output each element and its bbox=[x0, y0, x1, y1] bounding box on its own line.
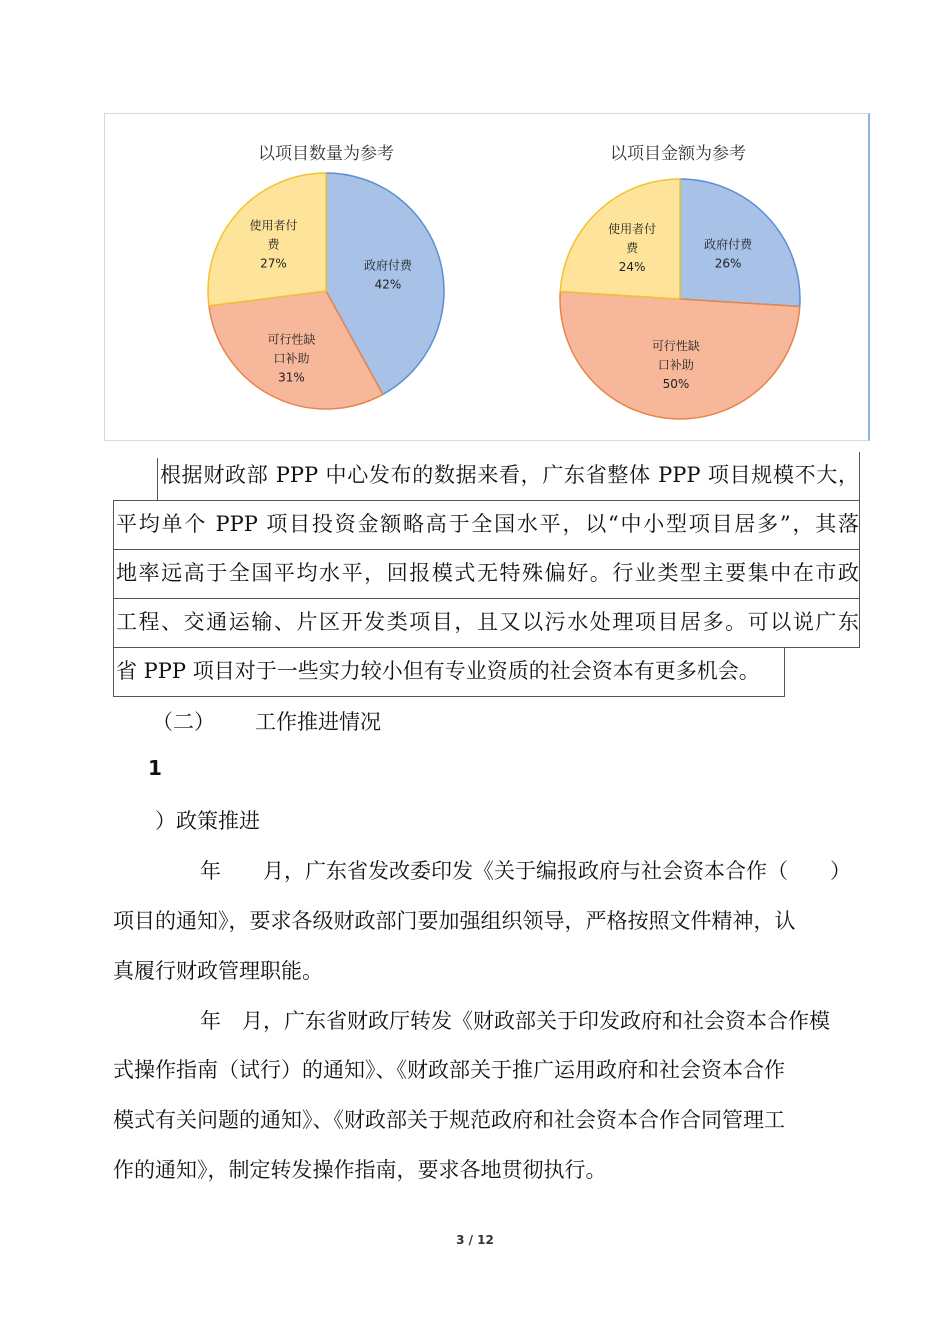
pie-slice bbox=[560, 179, 680, 299]
pie-slice-label: 使用者付 bbox=[249, 218, 298, 233]
pie-slice-percent: 42% bbox=[374, 277, 402, 292]
pie-slice-label: 可行性缺 bbox=[267, 332, 316, 347]
section-number: （二） bbox=[152, 710, 215, 734]
policy-2-line: 作的通知》，制定转发操作指南，要求各地贯彻执行。 bbox=[113, 1158, 607, 1182]
section-title: 工作推进情况 bbox=[255, 710, 381, 734]
sub-number: 1 bbox=[148, 756, 162, 780]
pie-slice-label: 政府付费 bbox=[704, 237, 753, 252]
pie-slice-percent: 50% bbox=[662, 376, 690, 391]
pie-slice-label: 政府付费 bbox=[363, 258, 413, 273]
pie-slice-percent: 26% bbox=[714, 256, 742, 271]
pie-amount bbox=[560, 179, 800, 419]
paragraph-line: 平均单个 PPP 项目投资金额略高于全国水平，以“中小型项目居多”，其落 bbox=[113, 501, 860, 550]
pie-charts-panel bbox=[104, 113, 870, 441]
policy-1-line: 真履行财政管理职能。 bbox=[113, 959, 323, 983]
paragraph-line: 地率远高于全国平均水平，回报模式无特殊偏好。行业类型主要集中在市政 bbox=[113, 550, 860, 599]
pie-slice bbox=[560, 291, 800, 418]
pie-slice-percent: 27% bbox=[260, 256, 287, 271]
pie-slice-label: 口补助 bbox=[273, 351, 310, 366]
pie-slice-percent: 31% bbox=[278, 370, 305, 385]
paragraph-line: 省 PPP 项目对于一些实力较小但有专业资质的社会资本有更多机会。 bbox=[113, 648, 785, 697]
pie-slice-label: 使用者付 bbox=[608, 222, 657, 236]
chart-title-amount: 以项目金额为参考 bbox=[610, 144, 746, 164]
pie-slice-label: 可行性缺 bbox=[651, 338, 700, 353]
policy-2-line: 模式有关问题的通知》、《财政部关于规范政府和社会资本合作合同管理工 bbox=[113, 1108, 785, 1132]
pie-slice-percent: 24% bbox=[618, 260, 646, 274]
pie-count bbox=[208, 173, 444, 409]
chart-title-count: 以项目数量为参考 bbox=[258, 144, 394, 164]
policy-1-line: 项目的通知》，要求各级财政部门要加强组织领导，严格按照文件精神，认 bbox=[113, 909, 796, 933]
paragraph-line: 工程、交通运输、片区开发类项目，且又以污水处理项目居多。可以说广东 bbox=[113, 599, 860, 648]
pie-charts-svg bbox=[105, 114, 871, 442]
policy-2-line: 式操作指南（试行）的通知》、《财政部关于推广运用政府和社会资本合作 bbox=[113, 1058, 785, 1082]
policy-2-line: 年 月，广东省财政厅转发《财政部关于印发政府和社会资本合作模 bbox=[200, 1009, 830, 1033]
pie-slice-label: 口补助 bbox=[657, 357, 694, 372]
policy-1-line: 年 月，广东省发改委印发《关于编报政府与社会资本合作（ ） bbox=[200, 859, 851, 883]
sub-heading: ）政策推进 bbox=[155, 809, 260, 833]
pie-slice-label: 费 bbox=[267, 237, 280, 252]
pie-slice-label: 费 bbox=[626, 241, 639, 255]
summary-paragraph bbox=[113, 452, 860, 697]
paragraph-line: 根据财政部 PPP 中心发布的数据来看，广东省整体 PPP 项目规模不大， bbox=[113, 452, 860, 501]
page-number: 3 / 12 bbox=[456, 1233, 494, 1247]
